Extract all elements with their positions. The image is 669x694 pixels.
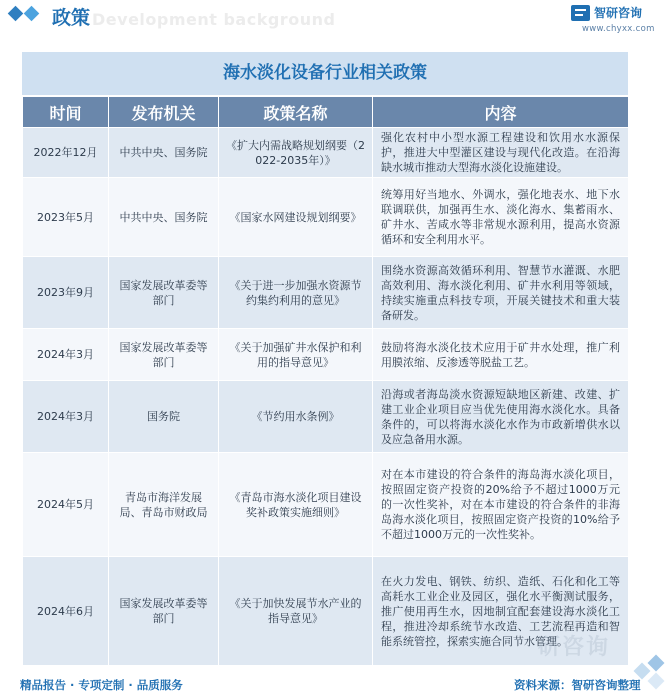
cell-content: 对在本市建设的符合条件的海岛海水淡化项目，按照固定资产投资的20%给予不超过1000万元的一次性奖补，对在本市建设的符合条件的非海岛海水淡化项目，按照固定资产投资的10%给予不超过1000万元的一次性奖补。 <box>373 453 629 557</box>
cell-policy: 《国家水网建设规划纲要》 <box>219 178 373 257</box>
cell-agency: 国家发展改革委等部门 <box>109 557 219 666</box>
cell-agency: 青岛市海洋发展局、青岛市财政局 <box>109 453 219 557</box>
page-footer <box>0 675 669 694</box>
footer-source-value: 智研咨询整理 <box>571 678 641 692</box>
cell-content: 统筹用好当地水、外调水，强化地表水、地下水联调联供，加强再生水、淡化海水、集蓄雨水、矿井水、苦咸水等非常规水源利用，提高水资源循环和安全利用水平。 <box>373 178 629 257</box>
cell-policy: 《关于加强矿井水保护和利用的指导意见》 <box>219 329 373 381</box>
footer-source-label: 资料来源： <box>514 678 572 692</box>
table-header-row <box>23 97 629 128</box>
cell-content: 沿海或者海岛淡水资源短缺地区新建、改建、扩建工业企业项目应当优先使用海水淡化水。具备条件的，可以将海水淡化水作为市政新增供水以及应急备用水源。 <box>373 381 629 453</box>
table-row <box>23 128 629 178</box>
header-accent-icon <box>0 6 50 24</box>
brand-watermark: 研咨询 <box>538 635 611 660</box>
cell-time: 2024年3月 <box>23 329 109 381</box>
cell-agency: 国务院 <box>109 381 219 453</box>
cell-policy: 《关于加快发展节水产业的指导意见》 <box>219 557 373 666</box>
col-header-time: 时间 <box>23 97 109 128</box>
brand-logo-icon <box>571 5 590 21</box>
table-row <box>23 453 629 557</box>
table-row <box>23 257 629 329</box>
table-row <box>23 381 629 453</box>
cell-time: 2023年5月 <box>23 178 109 257</box>
cell-time: 2024年5月 <box>23 453 109 557</box>
cell-content: 鼓励将海水淡化技术应用于矿井水处理，推广利用膜浓缩、反渗透等脱盐工艺。 <box>373 329 629 381</box>
col-header-content: 内容 <box>373 97 629 128</box>
brand-site: www.chyxx.com <box>582 24 655 34</box>
footer-slogan: 精品报告 · 专项定制 · 品质服务 <box>20 678 183 692</box>
header-watermark: Development background <box>92 10 336 29</box>
brand-name: 智研咨询 <box>594 6 643 20</box>
cell-content: 强化农村中小型水源工程建设和饮用水水源保护，推进大中型灌区建设与现代化改造。在沿海缺水城市推动大型海水淡化设施建设。 <box>373 128 629 178</box>
cell-time: 2023年9月 <box>23 257 109 329</box>
cell-policy: 《扩大内需战略规划纲要（2022-2035年）》 <box>219 128 373 178</box>
policy-table-container <box>22 52 628 666</box>
corner-decoration-icon <box>604 651 669 694</box>
section-title: 政策 <box>52 7 91 29</box>
table-row <box>23 178 629 257</box>
table-row <box>23 329 629 381</box>
policy-table <box>22 96 629 666</box>
col-header-agency: 发布机关 <box>109 97 219 128</box>
cell-policy: 《青岛市海水淡化项目建设奖补政策实施细则》 <box>219 453 373 557</box>
cell-time: 2022年12月 <box>23 128 109 178</box>
cell-policy: 《节约用水条例》 <box>219 381 373 453</box>
cell-agency: 国家发展改革委等部门 <box>109 329 219 381</box>
cell-time: 2024年6月 <box>23 557 109 666</box>
cell-agency: 中共中央、国务院 <box>109 128 219 178</box>
cell-agency: 中共中央、国务院 <box>109 178 219 257</box>
cell-policy: 《关于进一步加强水资源节约集约利用的意见》 <box>219 257 373 329</box>
cell-time: 2024年3月 <box>23 381 109 453</box>
table-title: 海水淡化设备行业相关政策 <box>22 52 628 96</box>
cell-agency: 国家发展改革委等部门 <box>109 257 219 329</box>
cell-content: 围绕水资源高效循环利用、智慧节水灌溉、水肥高效利用、海水淡化利用、矿井水利用等领域，持续实施重点科技专项，开展关键技术和重大装备研发。 <box>373 257 629 329</box>
cell-content: 在火力发电、钢铁、纺织、造纸、石化和化工等高耗水工业企业及园区，强化水平衡测试服务，推广使用再生水，因地制宜配套建设海水淡化工程，推进冷却系统节水改造、工艺流程再造和智能系统管控，探索实施合同节水管理。 <box>373 557 629 666</box>
page-header <box>0 0 669 42</box>
col-header-policy: 政策名称 <box>219 97 373 128</box>
